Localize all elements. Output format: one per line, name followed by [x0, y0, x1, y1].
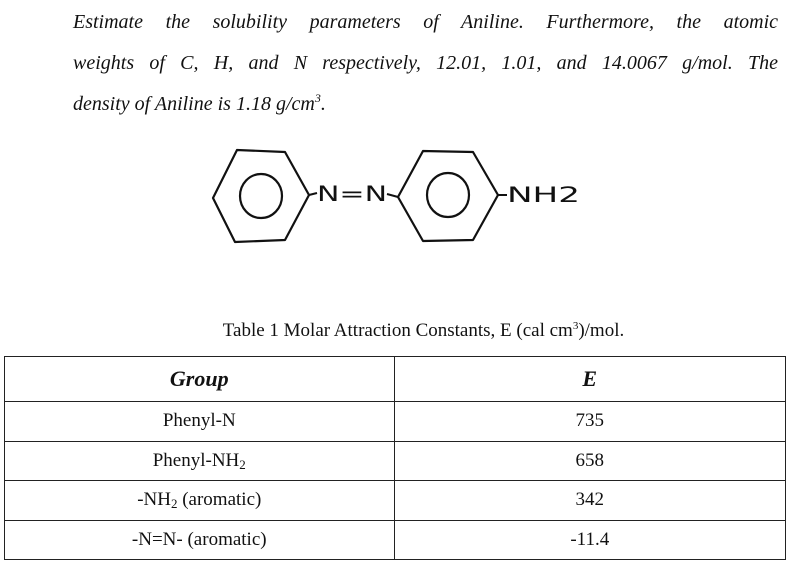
- problem-statement: [73, 2, 778, 125]
- table-caption: [0, 318, 791, 344]
- problem-line-2: weights of C, H, and N respectively, 12.01, 1.01, and 14.0067 g/mol. The: [73, 52, 778, 74]
- caption-text: Table 1 Molar Attraction Constants, E (cal cm: [222, 320, 573, 341]
- molar-attraction-table: [4, 356, 786, 560]
- table-header-row: [5, 357, 786, 402]
- problem-line-3-end: .: [320, 93, 326, 115]
- problem-line-3-superscript: 3: [314, 91, 321, 105]
- caption-end: )/mol.: [578, 320, 625, 341]
- group-text: -NH: [137, 489, 171, 511]
- group-subscript: 2: [170, 496, 178, 512]
- problem-line-3-text: density of Aniline is 1.18 g/cm: [73, 93, 315, 115]
- group-cell: [5, 481, 395, 521]
- group-subscript: 2: [239, 456, 246, 472]
- caption-superscript: 3: [572, 320, 579, 332]
- value-cell: 735: [394, 402, 785, 442]
- value-cell: 342: [394, 481, 785, 521]
- problem-line-1: Estimate the solubility parameters of Aniline. Furthermore, the atomic: [73, 11, 778, 33]
- table-row: [5, 520, 786, 560]
- amine-group-label: NH2: [507, 183, 580, 207]
- group-tail: (aromatic): [177, 489, 262, 511]
- chemical-structure: [205, 148, 605, 248]
- group-text: -N=N- (aromatic): [131, 528, 267, 550]
- azo-group-label: N=N: [317, 182, 387, 206]
- group-text: Phenyl-NH: [152, 449, 240, 471]
- bond-left: [309, 193, 317, 195]
- bond-middle: [387, 194, 398, 197]
- benzene-ring-right: [398, 151, 498, 241]
- group-text: Phenyl-N: [162, 410, 236, 432]
- value-cell: 658: [394, 441, 785, 481]
- group-cell: [5, 520, 395, 560]
- benzene-ring-left: [213, 150, 309, 242]
- group-cell: [5, 402, 395, 442]
- value-cell: -11.4: [394, 520, 785, 560]
- table-row: [5, 402, 786, 442]
- header-group: Group: [5, 357, 395, 402]
- table-row: [5, 481, 786, 521]
- header-e: E: [394, 357, 785, 402]
- problem-line-3: [73, 84, 778, 125]
- group-cell: [5, 441, 395, 481]
- table-row: [5, 441, 786, 481]
